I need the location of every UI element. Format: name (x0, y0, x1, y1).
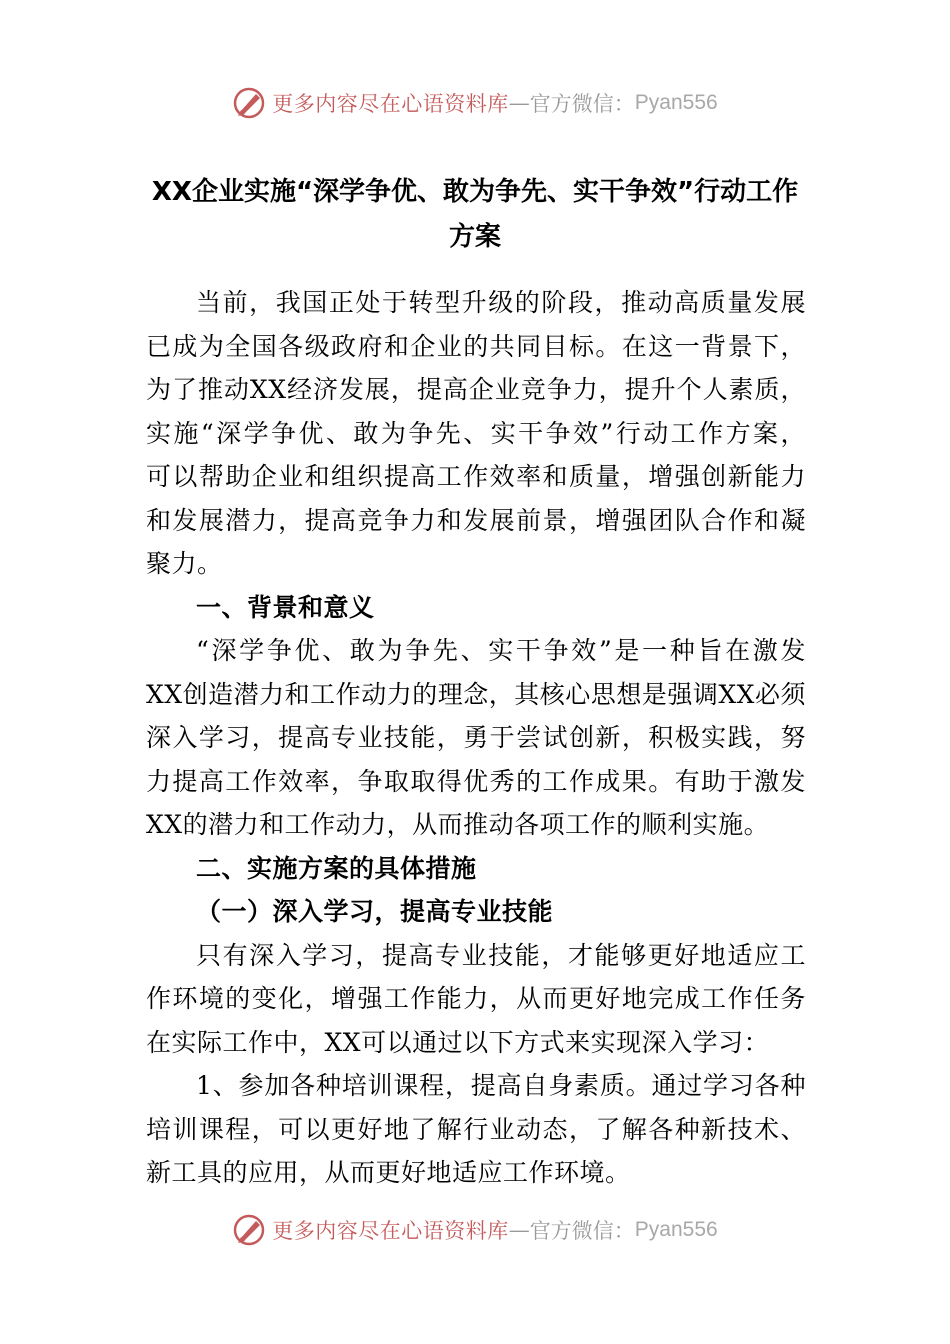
paragraph-line: 新工具的应用，从而更好地适应工作环境。 (146, 1158, 631, 1187)
document-title (120, 170, 830, 260)
footer-watermark-banner (0, 1210, 950, 1250)
pen-logo-icon (232, 1213, 266, 1247)
paragraph-line: 在实际工作中，XX可以通过以下方式来实现深入学习： (146, 1027, 770, 1057)
subsection-heading-1: （一）深入学习，提高专业技能 (196, 897, 554, 926)
section-heading-1: 一、背景和意义 (196, 592, 375, 622)
banner-text: 更多内容尽在心语资料库 (272, 92, 509, 116)
document-body (146, 281, 806, 1195)
paragraph-line: 可以帮助企业和组织提高工作效率和质量，增强创新能力 (146, 462, 806, 491)
paragraph-line: “深学争优、敢为争先、实干争效”是一种旨在激发 (196, 636, 806, 665)
title-line-1: XX企业实施“深学争优、敢为争先、实干争效”行动工作 (151, 177, 799, 207)
banner-wechat-id: Pyan556 (634, 1218, 718, 1241)
banner-separator: — (508, 1218, 530, 1242)
banner-separator: — (508, 91, 530, 115)
title-line-2: 方案 (448, 222, 501, 252)
banner-wechat-label: 官方微信： (529, 1219, 635, 1243)
paragraph-line: 培训课程，可以更好地了解行业动态，了解各种新技术、 (146, 1114, 806, 1144)
paragraph-line: 当前，我国正处于转型升级的阶段，推动高质量发展 (196, 288, 806, 317)
paragraph-line: XX的潜力和工作动力，从而推动各项工作的顺利实施。 (146, 810, 770, 839)
paragraph-line: 实施“深学争优、敢为争先、实干争效”行动工作方案， (146, 418, 806, 448)
paragraph-line: 为了推动XX经济发展，提高企业竞争力，提升个人素质， (146, 375, 806, 404)
paragraph-line: XX创造潜力和工作动力的理念，其核心思想是强调XX必须 (146, 679, 806, 709)
section-heading-2: 二、实施方案的具体措施 (196, 853, 477, 883)
paragraph-line: 和发展潜力，提高竞争力和发展前景，增强团队合作和凝 (146, 505, 806, 535)
paragraph-line: 深入学习，提高专业技能，勇于尝试创新，积极实践，努 (146, 723, 806, 752)
paragraph-line: 作环境的变化，增强工作能力，从而更好地完成工作任务 (146, 984, 806, 1013)
pen-logo-icon (232, 86, 266, 120)
banner-wechat-id: Pyan556 (634, 91, 718, 114)
paragraph-line: 只有深入学习，提高专业技能，才能够更好地适应工 (196, 940, 806, 970)
paragraph-line: 已成为全国各级政府和企业的共同目标。在这一背景下， (146, 331, 806, 361)
paragraph-line: 1、参加各种培训课程，提高自身素质。通过学习各种 (196, 1071, 806, 1100)
banner-wechat-label: 官方微信： (529, 92, 635, 116)
banner-text: 更多内容尽在心语资料库 (272, 1219, 509, 1243)
header-watermark-banner (0, 83, 950, 123)
paragraph-line: 力提高工作效率，争取取得优秀的工作成果。有助于激发 (146, 766, 806, 796)
paragraph-line: 聚力。 (146, 549, 223, 578)
